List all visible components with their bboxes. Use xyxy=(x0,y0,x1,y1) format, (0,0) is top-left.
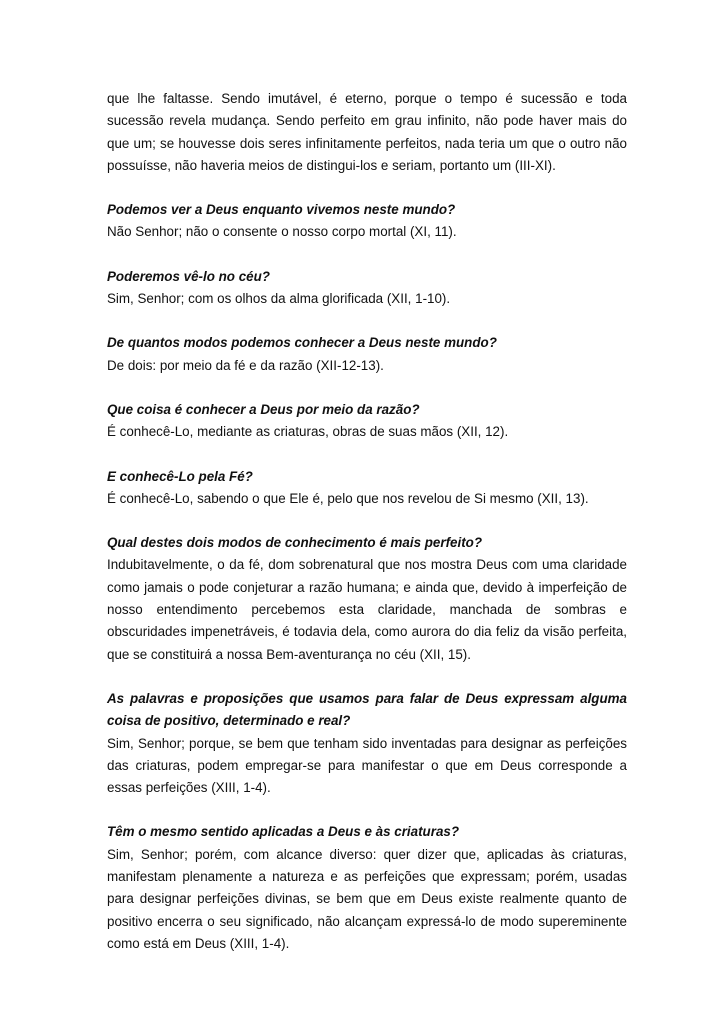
answer: É conhecê-Lo, mediante as criaturas, obras de suas mãos (XII, 12). xyxy=(107,424,509,440)
question: As palavras e proposições que usamos para falar de Deus expressam alguma coisa de positivo, determinado e real? xyxy=(107,690,627,729)
answer: Não Senhor; não o consente o nosso corpo mortal (XI, 11). xyxy=(107,224,457,240)
question: Poderemos vê-lo no céu? xyxy=(107,268,270,284)
answer: Indubitavelmente, o da fé, dom sobrenatural que nos mostra Deus com uma claridade como jamais o pode conjeturar a razão humana; e ainda que, devido à imperfeição de nosso entendimento percebemos esta claridade, manchada de sombras e obscuridades impenetráveis, é todavia dela, como aurora do dia feliz da visão perfeita, que se constituirá a nossa Bem-aventurança no céu (XII, 15). xyxy=(107,557,627,662)
qa-block-6 xyxy=(107,532,627,666)
question: Qual destes dois modos de conhecimento é mais perfeito? xyxy=(107,535,483,551)
document-page xyxy=(107,88,627,955)
answer: Sim, Senhor; porque, se bem que tenham sido inventadas para designar as perfeições das criaturas, podem empregar-se para manifestar o que em Deus corresponde a essas perfeições (XIII, 1-4). xyxy=(107,735,627,796)
intro-paragraph: que lhe faltasse. Sendo imutável, é eterno, porque o tempo é sucessão e toda sucessão revela mudança. Sendo perfeito em grau infinito, não pode haver mais do que um; se houvesse dois seres infinitamente perfeitos, nada teria um que o outro não possuísse, não haveria meios de distingui-los e seriam, portanto um (III-XI). xyxy=(107,91,627,173)
qa-block-2 xyxy=(107,266,627,311)
question: Podemos ver a Deus enquanto vivemos neste mundo? xyxy=(107,202,456,218)
answer: É conhecê-Lo, sabendo o que Ele é, pelo que nos revelou de Si mesmo (XII, 13). xyxy=(107,490,589,506)
qa-block-5 xyxy=(107,466,627,511)
question: Que coisa é conhecer a Deus por meio da razão? xyxy=(107,401,420,417)
qa-block-8 xyxy=(107,821,627,955)
qa-block-1 xyxy=(107,199,627,244)
question: E conhecê-Lo pela Fé? xyxy=(107,468,253,484)
qa-block-4 xyxy=(107,399,627,444)
question: Têm o mesmo sentido aplicadas a Deus e às criaturas? xyxy=(107,824,460,840)
answer: Sim, Senhor; com os olhos da alma glorificada (XII, 1-10). xyxy=(107,291,451,307)
qa-block-3 xyxy=(107,332,627,377)
question: De quantos modos podemos conhecer a Deus neste mundo? xyxy=(107,335,497,351)
answer: Sim, Senhor; porém, com alcance diverso: quer dizer que, aplicadas às criaturas, manifestam plenamente a natureza e as perfeições que expressam; porém, usadas para designar perfeições divinas, se bem que em Deus existe realmente quanto de positivo encerra o seu significado, não alcançam expressá-lo de modo supereminente como está em Deus (XIII, 1-4). xyxy=(107,846,627,951)
answer: De dois: por meio da fé e da razão (XII-12-13). xyxy=(107,357,384,373)
qa-block-7 xyxy=(107,688,627,799)
